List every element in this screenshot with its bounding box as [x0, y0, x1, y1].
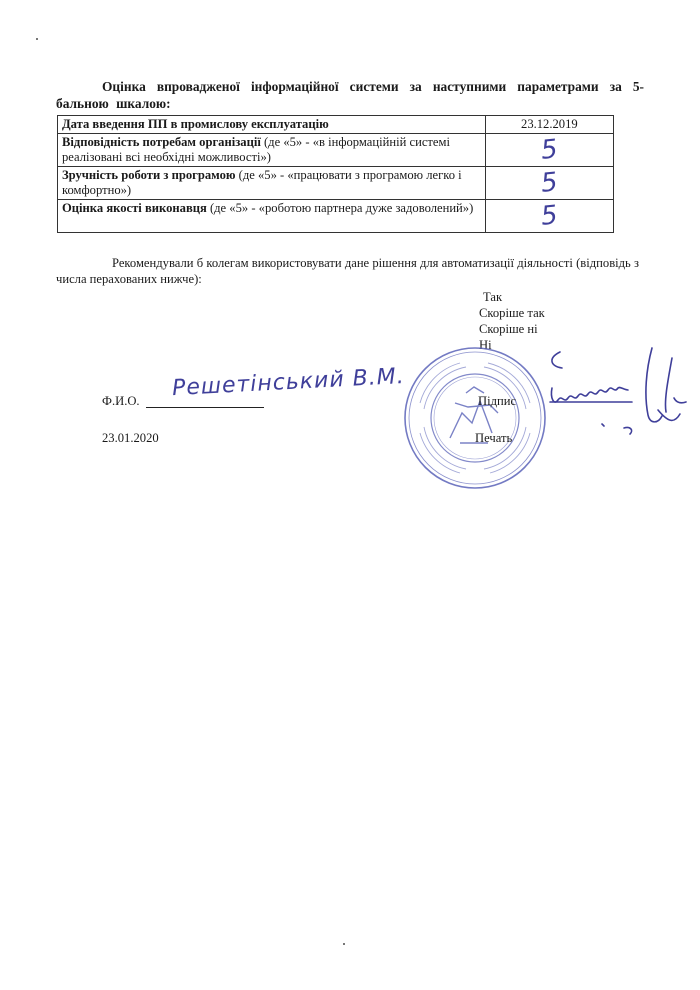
table-row: [58, 134, 614, 167]
fio-underline: [146, 407, 264, 408]
row-value: [485, 134, 613, 167]
fio-label: Ф.И.О.: [102, 394, 140, 408]
row-label-bold: Оцінка якості виконавця: [62, 201, 207, 215]
signature-label: Підпис: [478, 394, 517, 408]
row-label-rest: (де «5» - «працювати з програмою легко і комфортно»): [62, 168, 462, 197]
scan-speck: [36, 38, 38, 40]
option-rather-yes: Скоріше так: [479, 306, 545, 320]
signature-scribble-icon: [540, 340, 690, 440]
document-date: 23.01.2020: [102, 431, 159, 445]
seal-stamp-icon: [400, 343, 550, 493]
intro-heading: Оцінка впровадженої інформаційної системи за наступними параметрами за 5-бальною шкалою:: [56, 79, 644, 111]
row-label: [58, 167, 486, 200]
handwritten-score: 5: [539, 167, 560, 199]
table-row: [58, 200, 614, 233]
row-label-bold: Відповідність потребам організації: [62, 135, 261, 149]
seal-label: Печать: [475, 431, 513, 445]
option-no: Ні: [479, 338, 492, 352]
table-row: [58, 116, 614, 134]
option-yes: Так: [483, 290, 503, 304]
row-label-rest: (де «5» - «роботою партнера дуже задоволений»): [206, 201, 474, 215]
ratings-table: [57, 115, 614, 233]
recommendation-text: Рекомендували б колегам використовувати дане рішення для автоматизації діяльності (відповідь з числа перахованих нижче):: [56, 256, 639, 286]
row-label-bold: Зручність роботи з програмою: [62, 168, 236, 182]
scan-speck: [343, 943, 345, 945]
row-value: [485, 167, 613, 200]
row-value: [485, 200, 613, 233]
row-label: [58, 116, 486, 134]
handwritten-score: 5: [539, 200, 560, 232]
handwritten-score: 5: [539, 134, 560, 166]
option-rather-no: Скоріше ні: [479, 322, 538, 336]
table-row: [58, 167, 614, 200]
row-label: [58, 200, 486, 233]
row-label-rest: (де «5» - «в інформаційній системі реалізовані всі необхідні можливості»): [62, 135, 450, 164]
fio-handwritten-name: Решетінський В.М.: [171, 363, 406, 402]
row-label: [58, 134, 486, 167]
row-value: 23.12.2019: [485, 116, 613, 134]
row-label-bold: Дата введення ПП в промислову експлуатацію: [62, 117, 329, 131]
